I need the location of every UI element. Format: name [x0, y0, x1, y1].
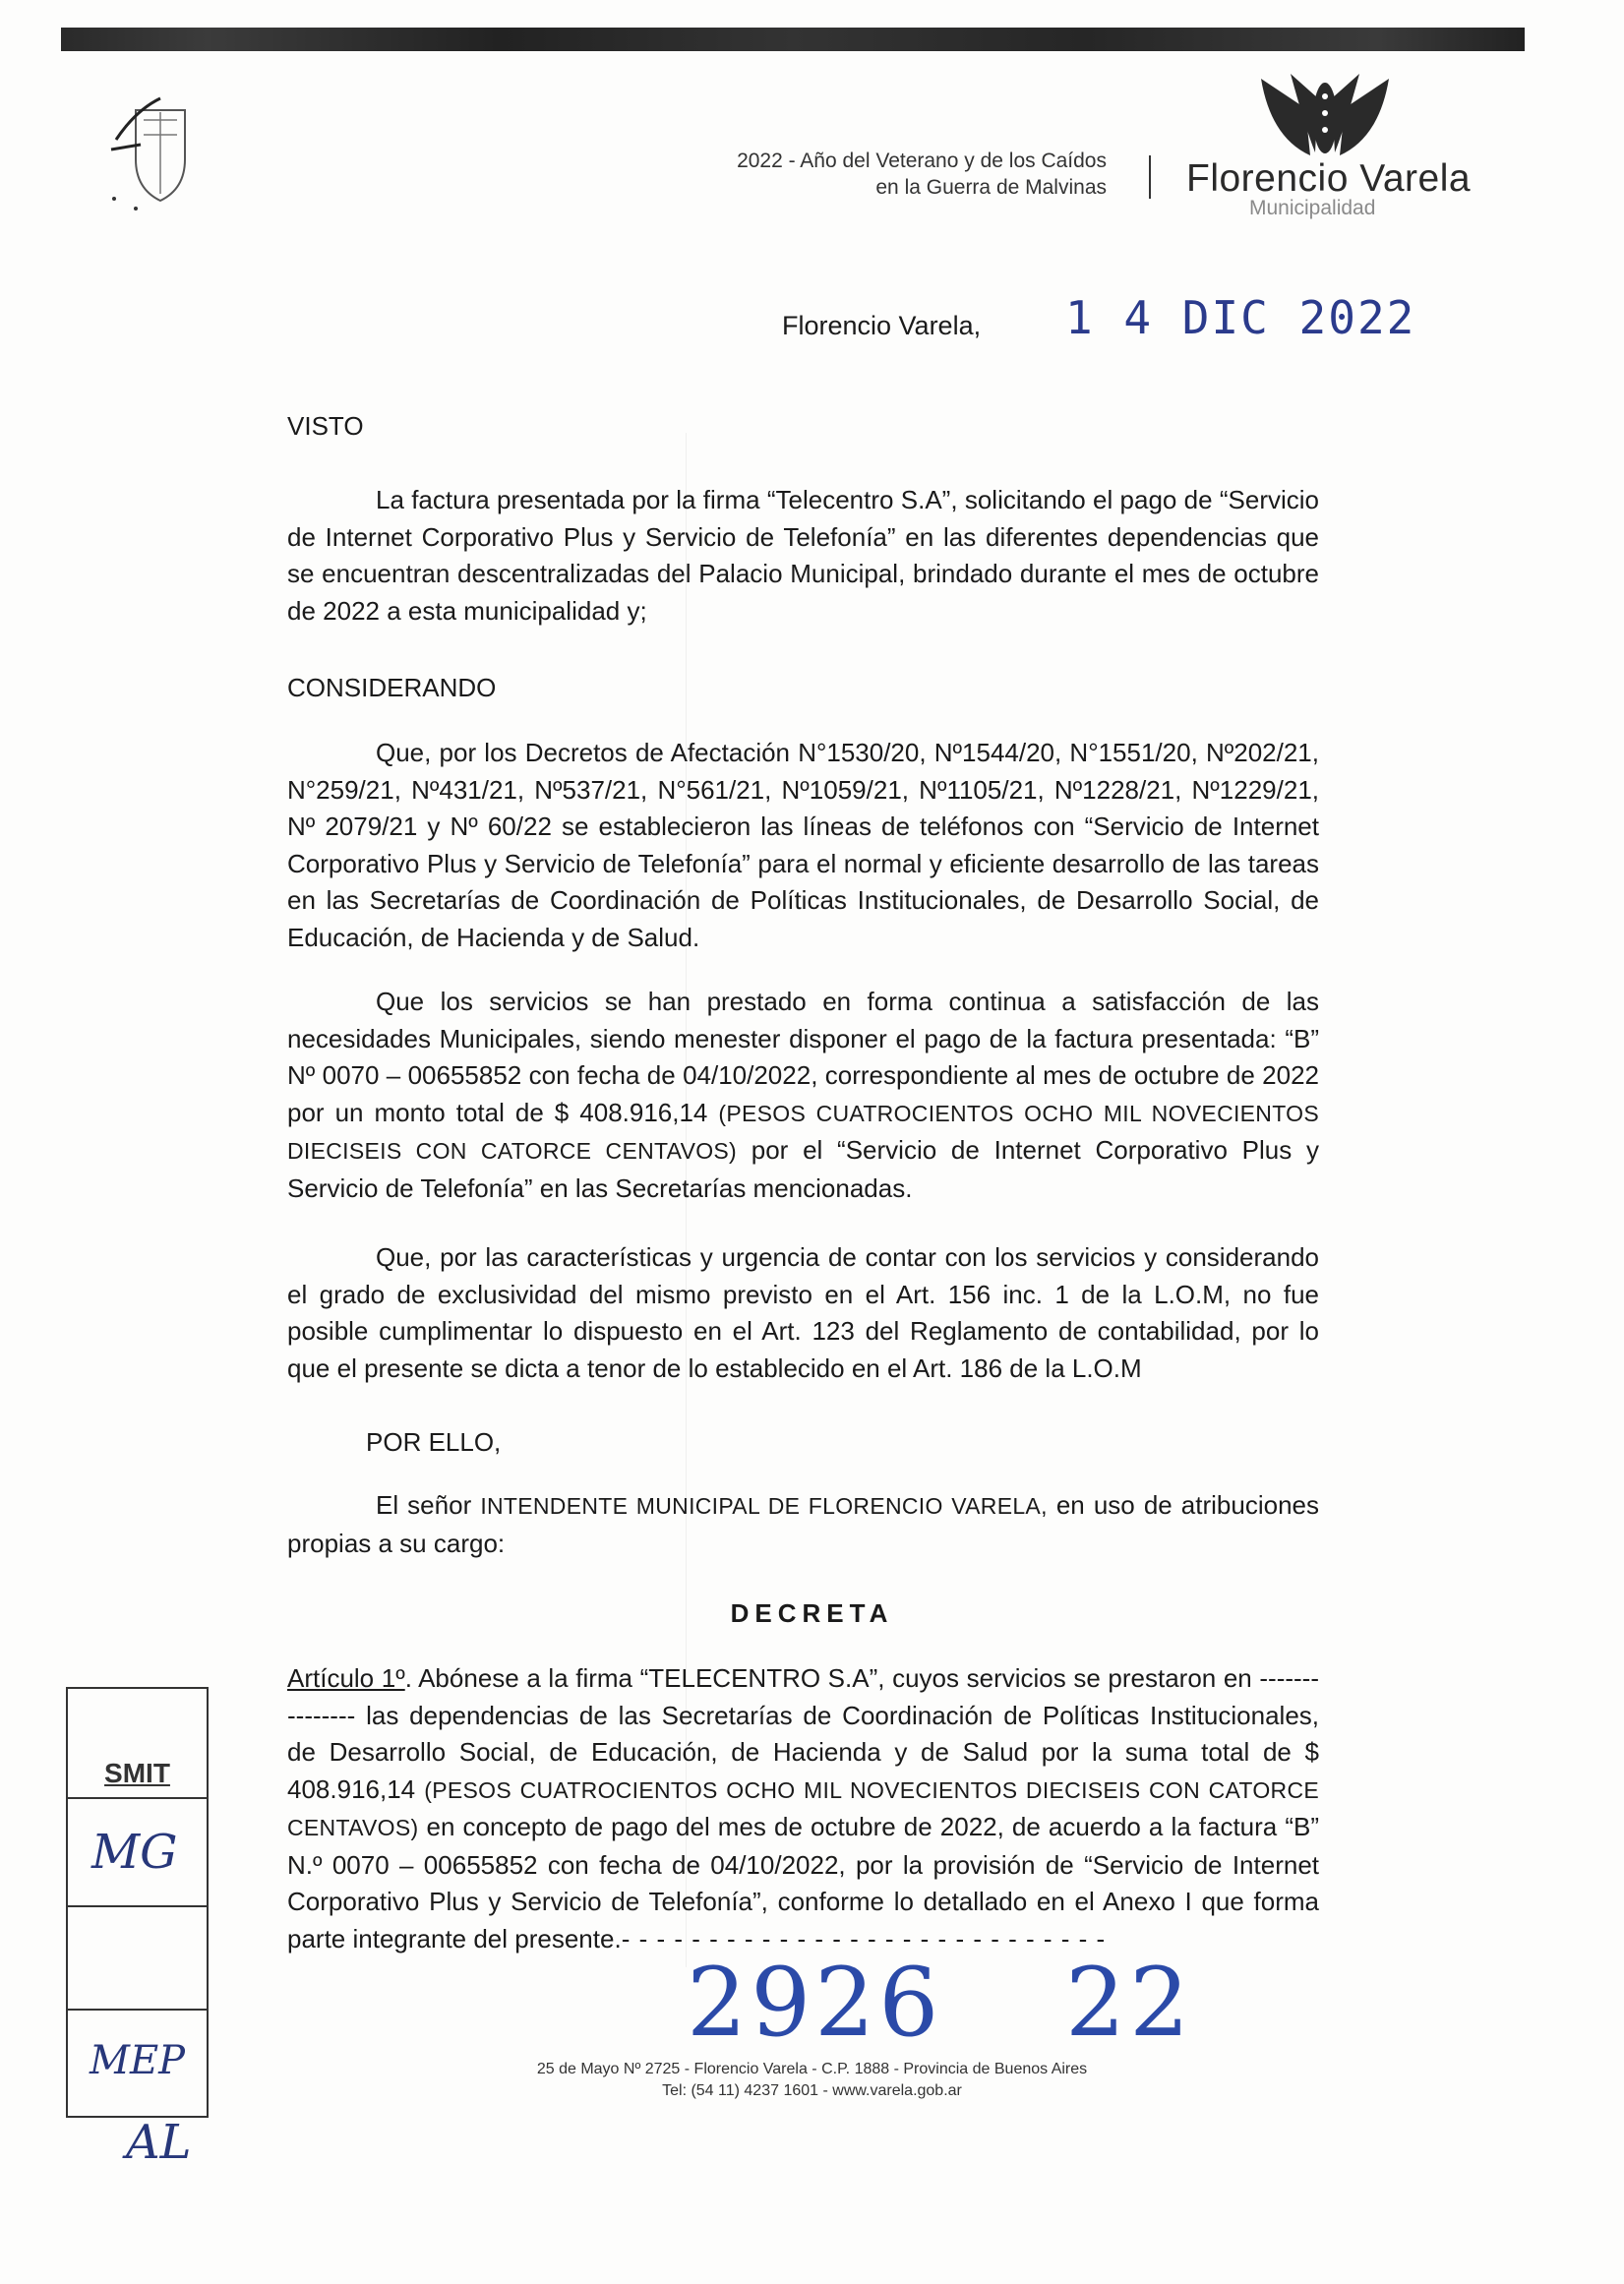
visto-heading: VISTO — [287, 411, 364, 441]
intendente-paragraph — [287, 1487, 1319, 1562]
initials-handwritten: MG — [91, 1825, 178, 1880]
articulo-1-text-c: en concepto de pago del mes de octubre de 2022, de acuerdo a la factura “B” N.º 0070 – 00655852 con fecha de 04/10/2022, por la provisión de “Servicio de Internet Corporativo Plus y Servicio de Telefonía”, conforme lo detallado en el Anexo I que forma parte integrante del presente. — [287, 1812, 1319, 1953]
articulo-1-trailing-dashes: - - - - - - - - - - - - - - - - - - - - - - - - - - - - — [621, 1923, 1107, 1953]
articulo-1-paragraph — [287, 1660, 1319, 1957]
annotation-divider — [68, 2009, 207, 2011]
annotation-divider — [68, 1905, 207, 1907]
annotation-divider — [68, 1797, 207, 1799]
considerando-paragraph-2 — [287, 984, 1319, 1207]
motto-line2: en la Guerra de Malvinas — [875, 176, 1107, 199]
por-ello: POR ELLO, — [366, 1427, 502, 1457]
paragraph2-amount-words: (PESOS CUATROCIENTOS OCHO MIL NOVECIENTOS DIECISEIS CON CATORCE CENTAVOS) — [287, 1100, 1319, 1164]
intendente-prefix: El señor — [376, 1490, 472, 1520]
date-stamp: 1 4 DIC 2022 — [1065, 291, 1416, 344]
decree-year-stamp: 22 — [1065, 1948, 1194, 2058]
header-divider — [1149, 155, 1151, 199]
date-label: Florencio Varela, — [782, 311, 982, 340]
paragraph2-text-a: Que los servicios se han prestado en forma continua a satisfacción de las necesidades Municipales, siendo menester disponer el pago de la factura presentada: “B” Nº 0070 – 00655852 con fecha de 04/10/2022, correspondiente al mes de octubre de 2022 por un monto total de $ 408.916,14 — [287, 987, 1319, 1127]
footer-contact: Tel: (54 11) 4237 1601 - www.varela.gob.ar — [662, 2082, 962, 2099]
annotation-label: SMIT — [104, 1758, 170, 1788]
articulo-1-text-b: las dependencias de las Secretarías de Coordinación de Políticas Institucionales, de Desarrollo Social, de Educación, de Hacienda y de Salud por la suma total de $ 408.916,14 — [287, 1700, 1319, 1804]
visto-paragraph: La factura presentada por la firma “Telecentro S.A”, solicitando el pago de “Servicio de Internet Corporativo Plus y Servicio de Telefonía” en las diferentes dependencias que se encuentran descentralizadas del Palacio Municipal, brindado durante el mes de octubre de 2022 a esta municipalidad y; — [287, 485, 1319, 626]
articulo-1-amount-words: (PESOS CUATROCIENTOS OCHO MIL NOVECIENTOS DIECISEIS CON CATORCE CENTAVOS) — [287, 1776, 1319, 1840]
intendente-suffix: en uso de atribuciones propias a su cargo: — [287, 1490, 1319, 1558]
logo-subtitle: Municipalidad — [1249, 197, 1376, 219]
paragraph2-text-b: por el “Servicio de Internet Corporativo Plus y Servicio de Telefonía” en las Secretarías mencionadas. — [287, 1135, 1319, 1203]
header-motto — [590, 148, 1107, 201]
crest-icon — [106, 90, 214, 218]
logo-name: Florencio Varela — [1186, 157, 1472, 200]
scan-strip — [61, 28, 1525, 51]
decree-number-stamp: 2926 — [687, 1948, 943, 2058]
signature-initials: AL — [126, 2115, 192, 2170]
considerando-heading: CONSIDERANDO — [287, 673, 497, 702]
initials-handwritten: MEP — [90, 2038, 186, 2083]
decreta-heading: DECRETA — [730, 1598, 894, 1628]
articulo-1-label: Artículo 1º — [287, 1663, 405, 1693]
articulo-1-text-a: . Abónese a la firma “TELECENTRO S.A”, cuyos servicios se prestaron en — [404, 1663, 1252, 1693]
footer-address: 25 de Mayo Nº 2725 - Florencio Varela - C.P. 1888 - Provincia de Buenos Aires — [536, 2061, 1088, 2077]
municipal-logo-icon — [1251, 69, 1399, 162]
considerando-paragraph-1: Que, por los Decretos de Afectación N°1530/20, Nº1544/20, N°1551/20, Nº202/21, N°259/21, Nº431/21, Nº537/21, N°561/21, Nº1059/21, Nº1105/21, Nº1228/21, Nº1229/21, Nº 2079/21 y Nº 60/22 se establecieron las líneas de teléfonos con “Servicio de Internet Corporativo Plus y Servicio de Telefonía” para el normal y eficiente desarrollo de las tareas en las Secretarías de Coordinación de Políticas Institucionales, de Desarrollo Social, de Educación, de Hacienda y de Salud. — [287, 738, 1319, 952]
annotation-box — [66, 1687, 209, 2118]
considerando-paragraph-3: Que, por las características y urgencia de contar con los servicios y considerando el grado de exclusividad del mismo previsto en el Art. 156 inc. 1 de la L.O.M, no fue posible cumplimentar lo dispuesto en el Art. 123 del Reglamento de contabilidad, por lo que el presente se dicta a tenor de lo establecido en el Art. 186 de la L.O.M — [287, 1242, 1319, 1383]
intendente-title: INTENDENTE MUNICIPAL DE FLORENCIO VARELA, — [480, 1493, 1048, 1519]
motto-line1: 2022 - Año del Veterano y de los Caídos — [737, 150, 1107, 172]
articulo-1-dashes: --------------- — [287, 1663, 1319, 1730]
footer — [0, 2059, 1624, 2102]
